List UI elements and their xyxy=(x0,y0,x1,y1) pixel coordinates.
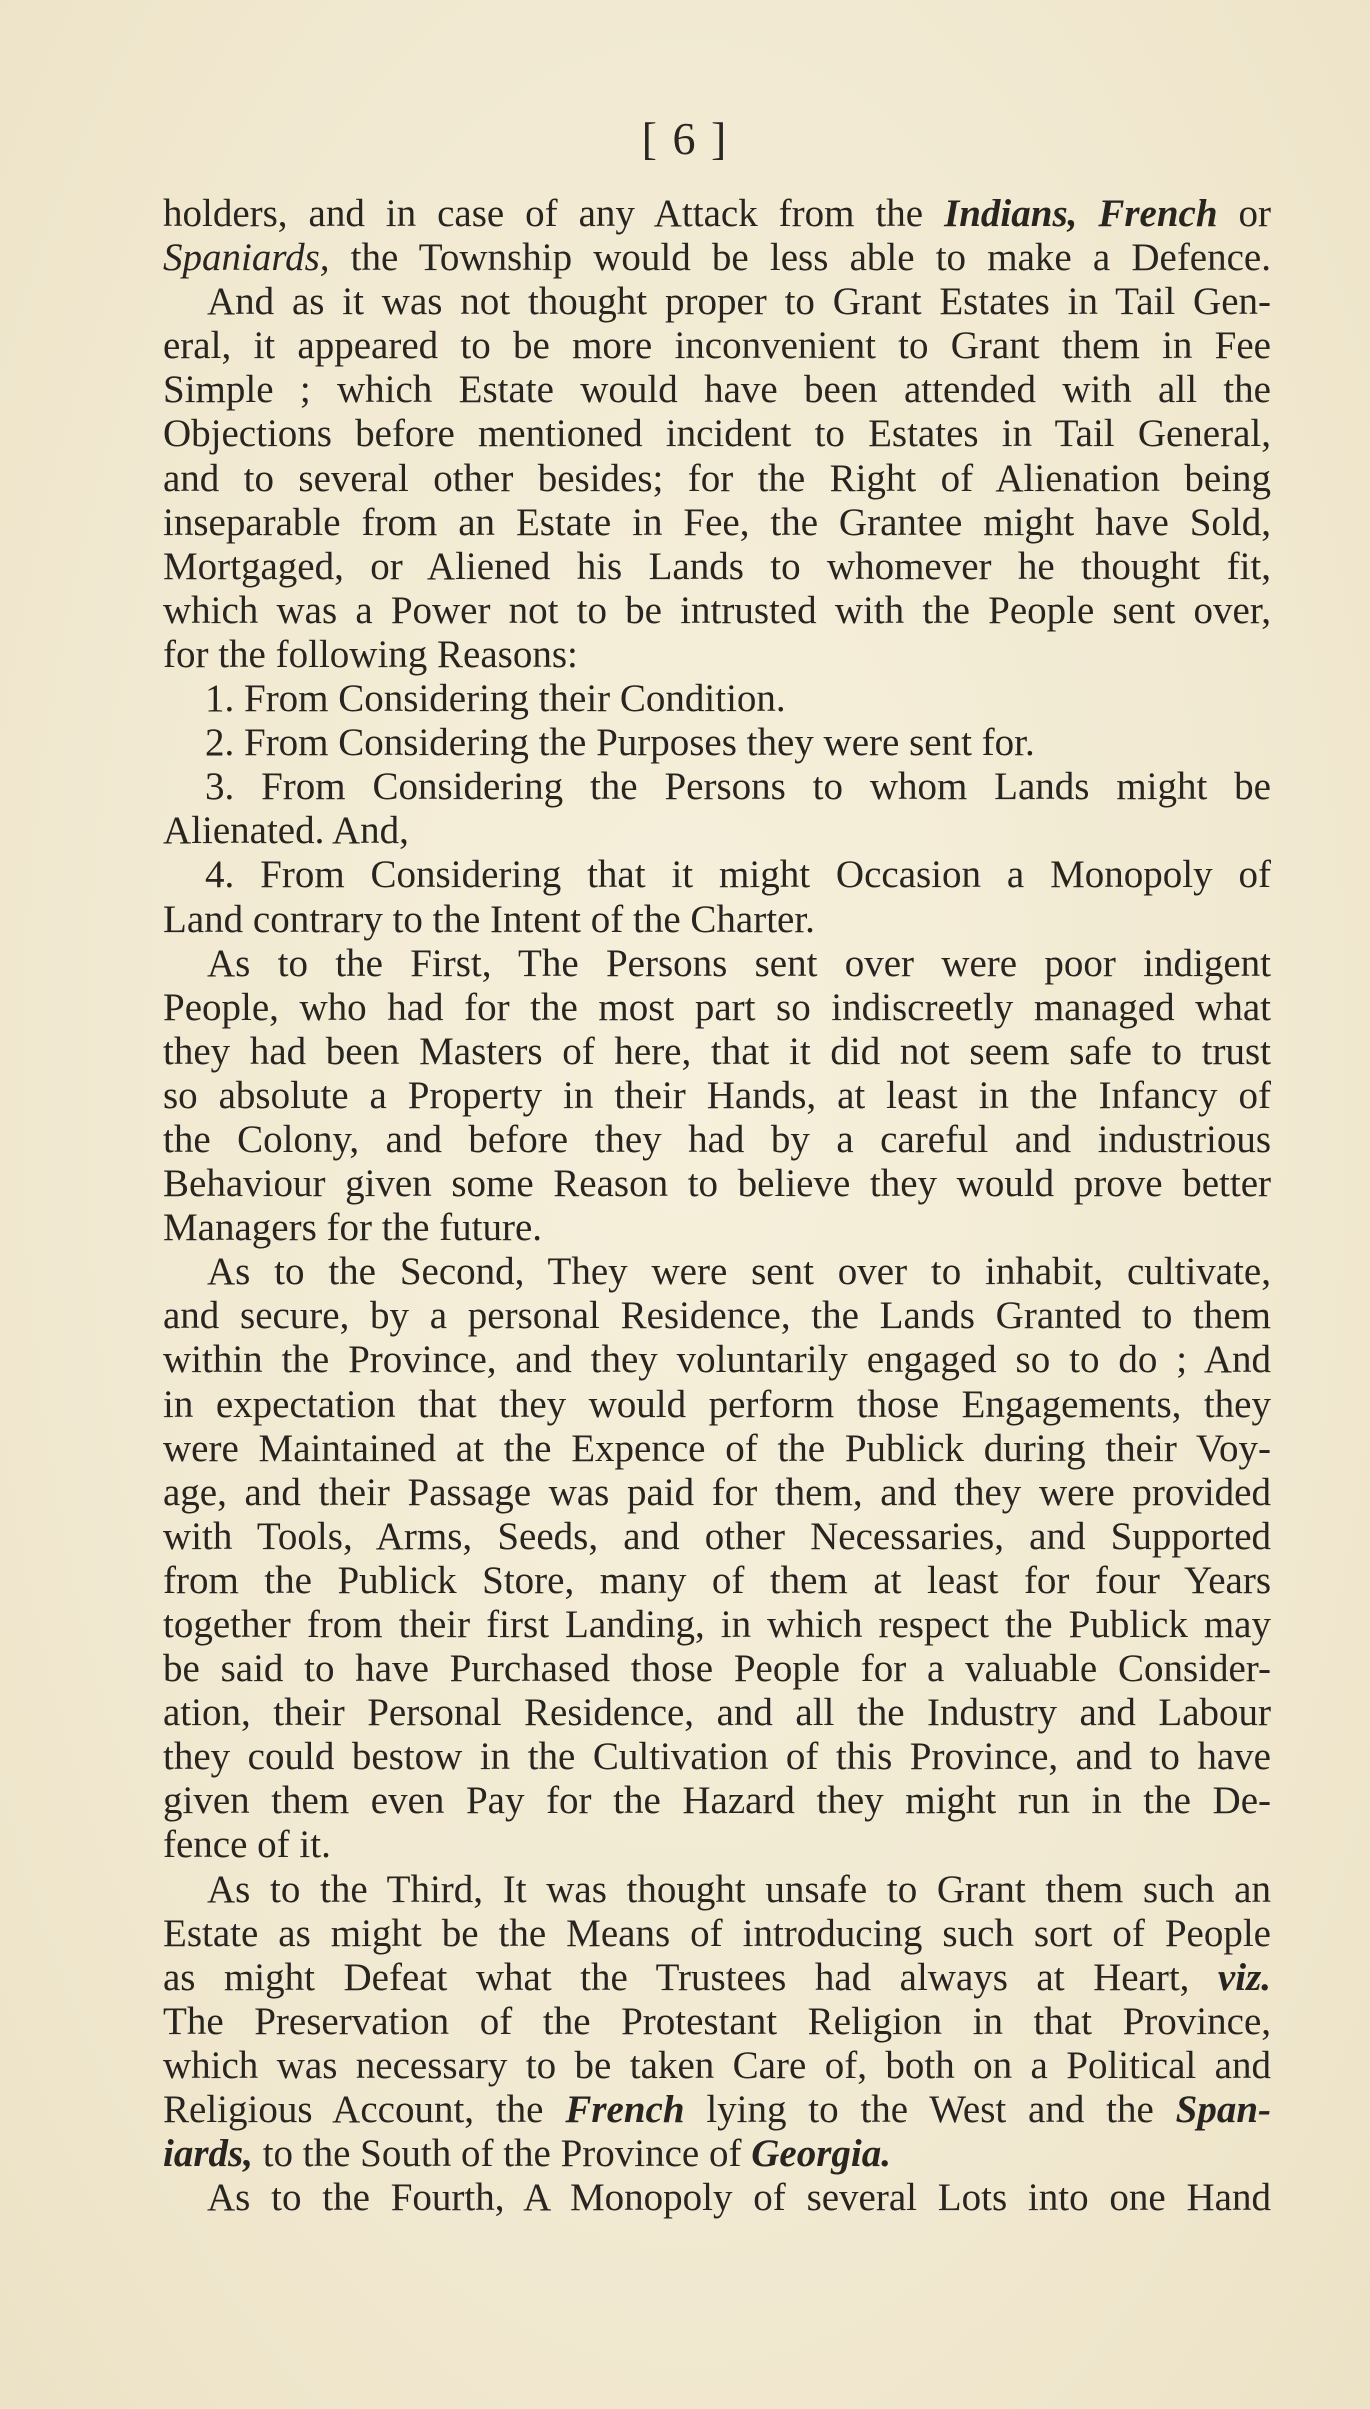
text-line xyxy=(163,1912,1271,1956)
text-run: Estate as might be the Means of introducing such sort of People xyxy=(163,1911,1271,1955)
text-line xyxy=(163,1868,1271,1912)
text-run: 1. From Considering their Condition. xyxy=(205,677,786,721)
italic-text: Indians, French xyxy=(944,192,1218,235)
italic-text: French xyxy=(565,2088,685,2132)
text-line xyxy=(163,457,1271,501)
text-run: for the following Reasons: xyxy=(163,632,578,676)
text-line xyxy=(163,1162,1271,1206)
page-number: [ 6 ] xyxy=(641,113,729,164)
text-run: were Maintained at the Expence of the Publick during their Voy- xyxy=(163,1426,1271,1470)
list-item-line xyxy=(163,677,1271,721)
text-run: be said to have Purchased those People for a valuable Consider- xyxy=(163,1647,1271,1691)
text-run: together from their first Landing, in which respect the Publick may xyxy=(163,1603,1271,1646)
text-run: holders, and in case of any Attack from the xyxy=(163,192,945,235)
text-run: given them even Pay for the Hazard they might run in the De- xyxy=(163,1779,1271,1823)
text-run: lying to the West and the xyxy=(684,2088,1176,2132)
italic-text: Georgia. xyxy=(751,2132,891,2176)
text-line xyxy=(163,1603,1271,1647)
text-line xyxy=(163,1206,1271,1250)
text-run: in expectation that they would perform those Engagements, they xyxy=(163,1382,1271,1426)
text-run: which was necessary to be taken Care of, both on a Political and xyxy=(163,2043,1271,2087)
text-run: 3. From Considering the Persons to whom Lands might be xyxy=(205,765,1271,809)
text-line xyxy=(163,2088,1271,2132)
text-run: the Township would be less able to make a Defence. xyxy=(329,236,1271,280)
text-line xyxy=(163,1515,1271,1559)
text-line xyxy=(163,545,1271,589)
text-line xyxy=(163,2044,1271,2088)
text-run: within the Province, and they voluntarily engaged so to do ; And xyxy=(163,1338,1271,1382)
text-run: The Preservation of the Protestant Religion in that Province, xyxy=(163,1999,1271,2043)
text-line xyxy=(163,280,1271,324)
text-line xyxy=(163,412,1271,456)
text-run: Mortgaged, or Aliened his Lands to whomever he thought fit, xyxy=(163,544,1271,588)
body-text xyxy=(163,192,1271,2220)
text-run: 2. From Considering the Purposes they were sent for. xyxy=(205,721,1035,765)
list-item-line xyxy=(163,853,1271,897)
text-line xyxy=(163,589,1271,633)
text-line xyxy=(163,2000,1271,2044)
text-line xyxy=(163,1779,1271,1823)
text-run: to the South of the Province of xyxy=(252,2132,752,2176)
text-line xyxy=(163,192,1271,236)
text-run: age, and their Passage was paid for them, and they were provided xyxy=(163,1470,1271,1514)
text-line xyxy=(163,1294,1271,1338)
text-run: Alienated. And, xyxy=(163,809,409,853)
text-line xyxy=(163,1735,1271,1779)
text-line xyxy=(163,2132,1271,2176)
text-line xyxy=(163,942,1271,986)
text-run: As to the Second, They were sent over to inhabit, cultivate, xyxy=(207,1250,1271,1294)
italic-text: iards, xyxy=(163,2132,253,2176)
list-item-line xyxy=(163,765,1271,809)
text-line xyxy=(163,1559,1271,1603)
text-line xyxy=(163,1956,1271,2000)
text-run: Simple ; which Estate would have been attended with all the xyxy=(163,368,1271,412)
text-line xyxy=(163,1471,1271,1515)
text-line xyxy=(163,898,1271,942)
text-run: from the Publick Store, many of them at least for four Years xyxy=(163,1558,1271,1602)
text-run: Objections before mentioned incident to Estates in Tail General, xyxy=(163,412,1271,456)
text-run: Religious Account, the xyxy=(163,2088,566,2132)
text-line xyxy=(163,2176,1271,2220)
text-line xyxy=(163,1647,1271,1691)
text-line xyxy=(163,1823,1271,1867)
text-run: which was a Power not to be intrusted with the People sent over, xyxy=(163,588,1271,632)
text-run: and to several other besides; for the Right of Alienation being xyxy=(163,456,1271,500)
text-run: 4. From Considering that it might Occasion a Monopoly of xyxy=(205,853,1271,897)
text-run: Land contrary to the Intent of the Charter. xyxy=(163,897,815,941)
text-run: they had been Masters of here, that it did not seem safe to trust xyxy=(163,1029,1271,1073)
italic-text: viz. xyxy=(1217,1955,1271,1999)
text-line xyxy=(163,1338,1271,1382)
text-run: Behaviour given some Reason to believe they would prove better xyxy=(163,1162,1271,1206)
text-line xyxy=(163,633,1271,677)
text-line xyxy=(163,324,1271,368)
text-line xyxy=(163,1118,1271,1162)
text-run: And as it was not thought proper to Grant Estates in Tail Gen- xyxy=(207,280,1271,324)
text-line xyxy=(163,1030,1271,1074)
text-line xyxy=(163,1691,1271,1735)
text-run: they could bestow in the Cultivation of this Province, and to have xyxy=(163,1735,1271,1779)
text-line xyxy=(163,368,1271,412)
text-line xyxy=(163,1427,1271,1471)
text-run: and secure, by a personal Residence, the Lands Granted to them xyxy=(163,1294,1271,1338)
text-run: fence of it. xyxy=(163,1823,331,1867)
text-run: As to the Fourth, A Monopoly of several Lots into one Hand xyxy=(207,2176,1271,2220)
text-run: Managers for the future. xyxy=(163,1206,543,1250)
text-run: eral, it appeared to be more inconvenient to Grant them in Fee xyxy=(163,324,1271,368)
text-line xyxy=(163,1383,1271,1427)
text-run: As to the First, The Persons sent over were poor indigent xyxy=(207,941,1271,985)
text-line xyxy=(163,809,1271,853)
text-line xyxy=(163,986,1271,1030)
text-run: the Colony, and before they had by a careful and industrious xyxy=(163,1117,1271,1161)
text-run: or xyxy=(1217,192,1271,235)
text-run: so absolute a Property in their Hands, at least in the Infancy of xyxy=(163,1073,1271,1117)
text-run: with Tools, Arms, Seeds, and other Necessaries, and Supported xyxy=(163,1514,1271,1558)
text-run: People, who had for the most part so indiscreetly managed what xyxy=(163,985,1271,1029)
text-line xyxy=(163,236,1271,280)
italic-text: Spaniards, xyxy=(163,236,330,280)
text-run: ation, their Personal Residence, and all the Industry and Labour xyxy=(163,1691,1271,1735)
text-run: as might Defeat what the Trustees had always at Heart, xyxy=(163,1955,1218,1999)
text-line xyxy=(163,1250,1271,1294)
text-run: As to the Third, It was thought unsafe to Grant them such an xyxy=(207,1867,1271,1911)
text-line xyxy=(163,1074,1271,1118)
list-item-line xyxy=(163,721,1271,765)
text-line xyxy=(163,501,1271,545)
text-run: inseparable from an Estate in Fee, the Grantee might have Sold, xyxy=(163,500,1271,544)
italic-text: Span- xyxy=(1175,2088,1271,2132)
